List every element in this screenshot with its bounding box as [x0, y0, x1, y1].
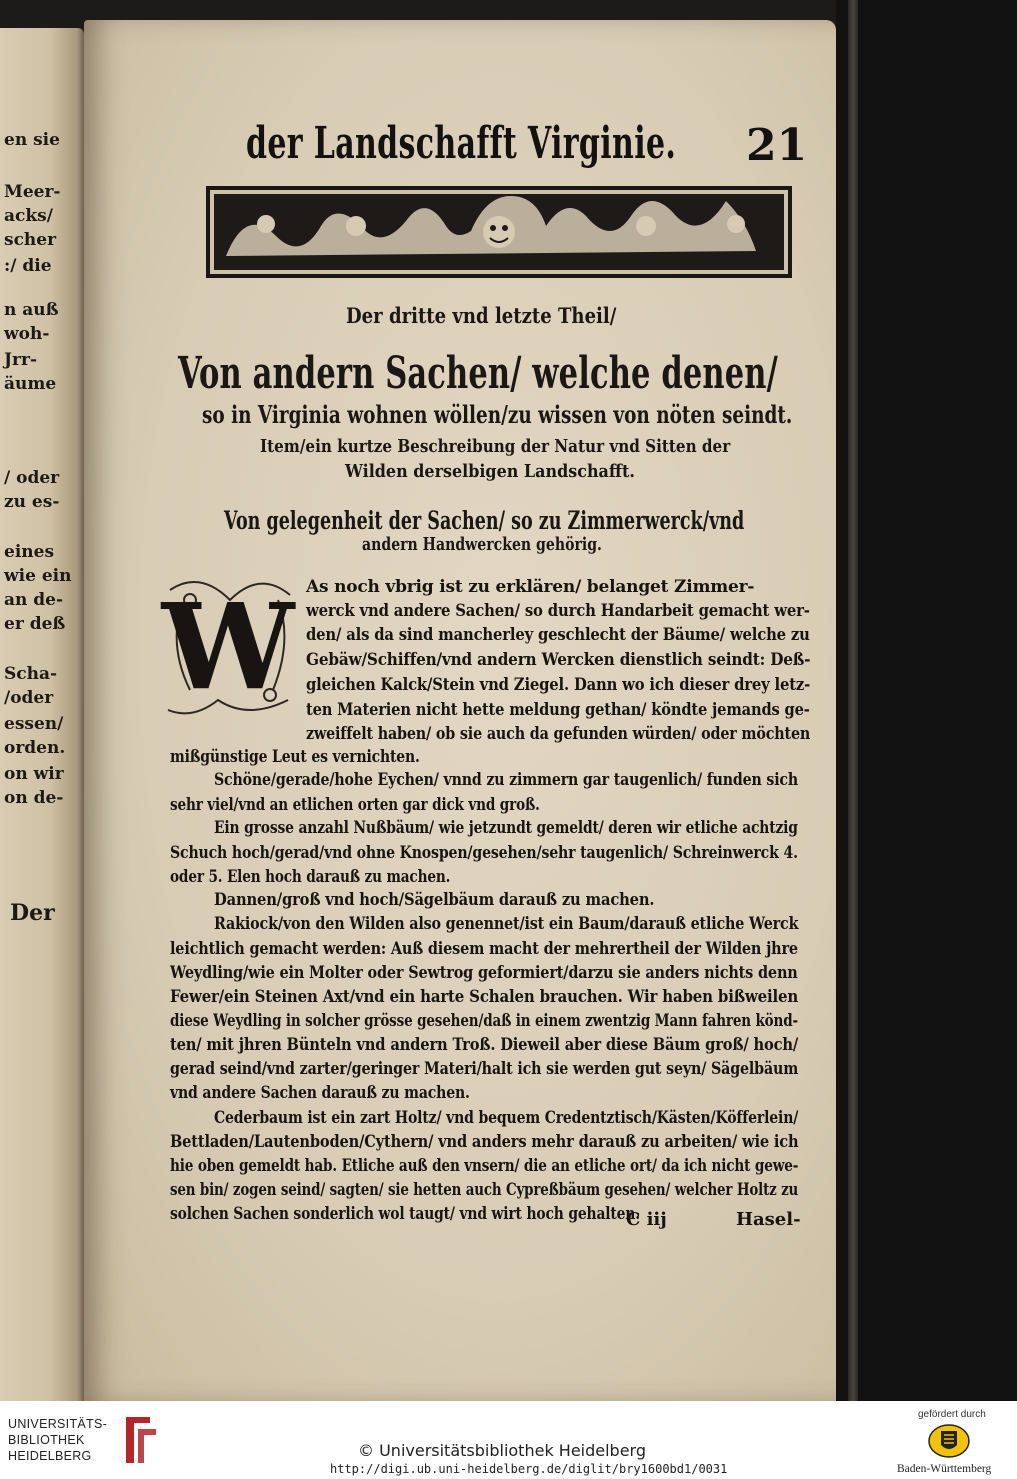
body-text-line: diese Weydling in solcher grösse gesehen/daß in einem zwentzig Mann fahren könd-	[170, 1011, 798, 1031]
left-page-text-fragment: orden.	[4, 738, 66, 758]
initial-letter-text: W	[161, 577, 295, 716]
left-page-text-fragment: acks/	[4, 206, 53, 226]
left-page-text-fragment: Meer-	[4, 182, 61, 202]
library-name-line: UNIVERSITÄTS-	[8, 1417, 108, 1431]
body-text-line: sen bin/ zogen seind/ sagten/ sie hetten auch Cypreßbäum gesehen/ welcher Holtz zu	[170, 1180, 799, 1200]
section-heading: andern Handwercken gehörig.	[362, 534, 602, 555]
body-text-line: hie oben gemeldt hab. Etliche auß den vnsern/ die an etliche ort/ da ich nicht gewe-	[170, 1156, 799, 1176]
body-text-line: Dannen/groß vnd hoch/Sägelbäum darauß zu machen.	[214, 890, 655, 910]
left-page-text-fragment: er deß	[4, 614, 66, 634]
subtitle-line: so in Virginia wohnen wöllen/zu wissen von nöten seindt.	[202, 400, 793, 429]
library-name-line: HEIDELBERG	[8, 1449, 92, 1463]
body-text-line: ten/ mit jhren Bünteln vnd andern Troß. Dieweil aber diese Bäum groß/ hoch/	[170, 1035, 799, 1055]
left-page-text-fragment: äume	[4, 374, 57, 394]
body-text-line: Schuch hoch/gerad/vnd ohne Knospen/gesehen/sehr taugenlich/ Schreinwerck 4.	[170, 843, 798, 863]
subtitle-line: Wilden derselbigen Landschafft.	[345, 461, 635, 482]
left-page-text-fragment: essen/	[4, 714, 64, 734]
body-text-line: solchen Sachen sonderlich wol taugt/ vnd wirt hoch gehalten.	[170, 1204, 640, 1224]
body-text-line: Bettladen/Lautenboden/Cythern/ vnd anders mehr darauß zu arbeiten/ wie ich	[170, 1132, 799, 1152]
part-title: Der dritte vnd letzte Theil/	[346, 303, 617, 328]
body-text-line: Schöne/gerade/hohe Eychen/ vnnd zu zimmern gar taugenlich/ funden sich	[214, 770, 798, 790]
body-text-line: Cederbaum ist ein zart Holtz/ vnd bequem Credentztisch/Kästen/Köfferlein/	[214, 1108, 799, 1128]
left-page-text-fragment: en sie	[4, 130, 60, 150]
body-text-line: As noch vbrig ist zu erklären/ belanget Zimmer-	[306, 577, 755, 597]
signature-mark: C iij	[626, 1209, 667, 1230]
left-page-text-fragment: Scha-	[4, 664, 58, 684]
page-number: 21	[746, 120, 808, 171]
body-text-line: ten Materien nicht hette meldung gethan/ köndte jemands ge-	[306, 700, 810, 720]
left-page-text-fragment: /oder	[4, 688, 54, 708]
left-page-text-fragment: n auß	[4, 300, 59, 320]
body-text-line: gleichen Kalck/Stein vnd Ziegel. Dann wo ich dieser drey letz-	[306, 675, 811, 695]
copyright-notice: © Universitätsbibliothek Heidelberg	[358, 1441, 647, 1460]
body-text-line: leichtlich gemacht werden: Auß diesem macht der mehrertheil der Wilden jhre	[170, 939, 798, 959]
body-text-line: sehr viel/vnd an etlichen orten gar dick vnd groß.	[170, 795, 540, 815]
left-page-text-fragment: on de-	[4, 788, 64, 808]
body-text-line: Ein grosse anzahl Nußbäum/ wie jetzundt gemeldt/ deren wir etliche achtzig	[214, 818, 798, 838]
sponsor-label: gefördert durch	[918, 1409, 986, 1420]
left-page-text-fragment: eines	[4, 542, 55, 562]
body-text-line: oder 5. Elen hoch darauß zu machen.	[170, 867, 451, 887]
left-page-text-fragment: wie ein	[4, 566, 72, 586]
left-page-edge	[0, 28, 84, 1401]
body-text-line: zweiffelt haben/ ob sie auch da gefunden würden/ oder möchten	[306, 724, 811, 744]
page-edge-shadow	[836, 0, 1017, 1401]
body-text-line: Weydling/wie ein Molter oder Sewtrog geformiert/darzu sie anders nichts denn	[170, 963, 798, 983]
decorated-initial-letter	[160, 570, 296, 720]
left-page-text-fragment: / oder	[4, 468, 60, 488]
section-heading: Von gelegenheit der Sachen/ so zu Zimmerwerck/vnd	[224, 506, 745, 535]
left-page-text-fragment: Der	[10, 900, 55, 926]
subtitle-line: Item/ein kurtze Beschreibung der Natur vnd Sitten der	[260, 436, 731, 457]
body-text-line: vnd andere Sachen darauß zu machen.	[170, 1083, 470, 1103]
body-text-line: gerad seind/vnd zarter/geringer Materi/halt ich sie werden gut seyn/ Sägelbäum	[170, 1059, 799, 1079]
body-text-line: Gebäw/Schiffen/vnd andern Wercken dienstlich seindt: Deß-	[306, 650, 811, 670]
body-text-line: Rakiock/von den Wilden also genennet/ist ein Baum/darauß etliche Werck	[214, 914, 799, 934]
library-name-line: BIBLIOTHEK	[8, 1433, 85, 1447]
left-page-text-fragment: scher	[4, 230, 57, 250]
body-text-line: Fewer/ein Steinen Axt/vnd ein harte Schalen brauchen. Wir haben bißweilen	[170, 987, 799, 1007]
body-text-line: den/ als da sind mancherley geschlecht der Bäume/ welche zu	[306, 625, 810, 645]
ornamental-frieze-icon	[206, 186, 792, 278]
left-page-text-fragment: woh-	[4, 324, 50, 344]
left-page-text-fragment: on wir	[4, 764, 64, 784]
left-page-text-fragment: :/ die	[4, 256, 52, 276]
coat-of-arms-icon	[927, 1423, 971, 1459]
sponsor-name: Baden-Württemberg	[897, 1463, 992, 1475]
running-head: der Landschafft Virginie.	[246, 118, 677, 169]
left-page-text-fragment: Jrr-	[4, 350, 38, 370]
catchword: Hasel-	[736, 1209, 801, 1230]
main-title: Von andern Sachen/ welche denen/	[178, 348, 778, 399]
permalink[interactable]: http://digi.ub.uni-heidelberg.de/diglit/bry1600bd1/0031	[330, 1462, 728, 1476]
left-page-text-fragment: an de-	[4, 590, 64, 610]
library-logo-icon	[120, 1413, 160, 1467]
body-text-line: werck vnd andere Sachen/ so durch Handarbeit gemacht wer-	[306, 601, 810, 621]
left-page-text-fragment: zu es-	[4, 492, 60, 512]
body-text-line: mißgünstige Leut es vernichten.	[170, 747, 420, 767]
library-name	[8, 1416, 118, 1464]
